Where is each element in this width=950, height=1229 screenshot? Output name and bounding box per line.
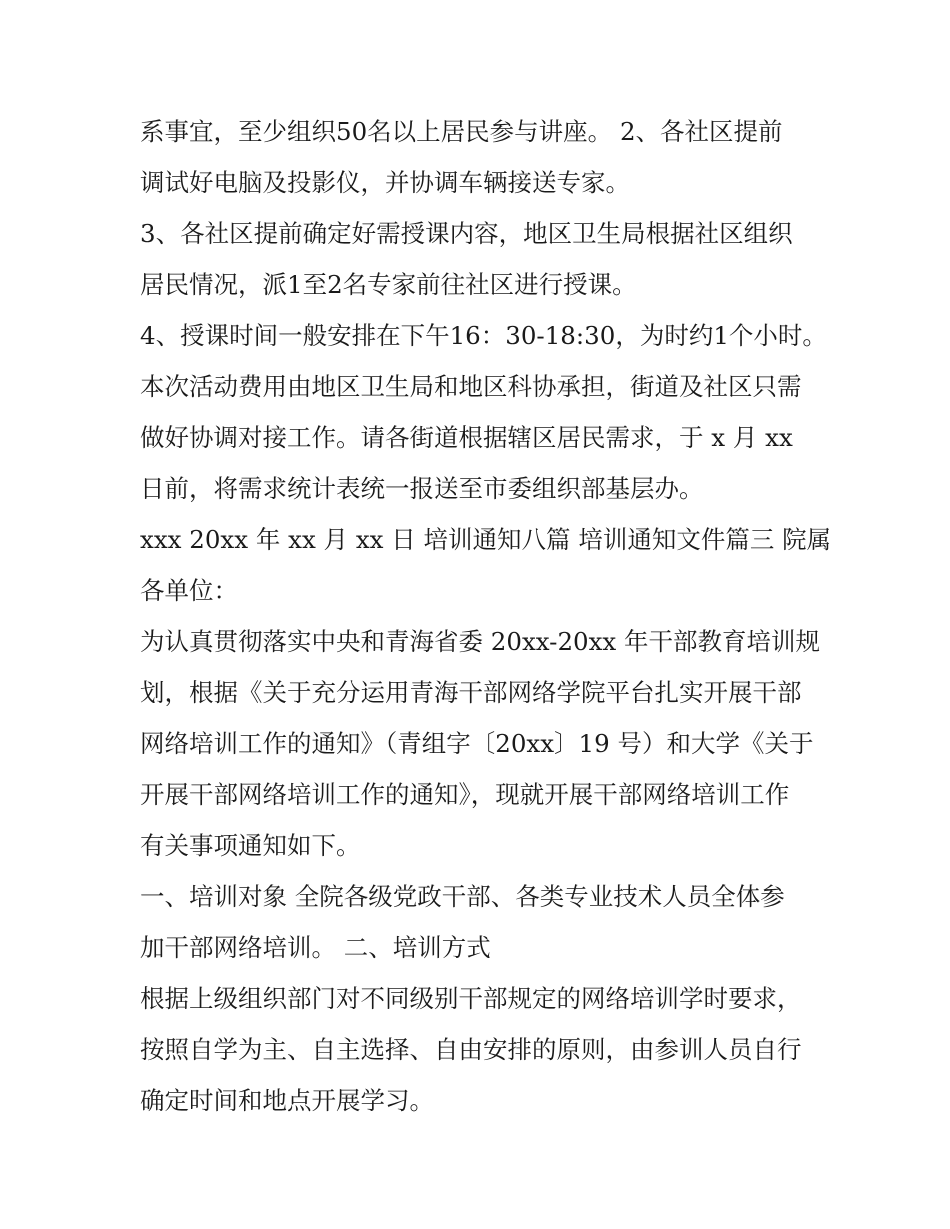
text-line: 日前，将需求统计表统一报送至市委组织部基层办。 [140, 474, 704, 503]
text-line: 一、培训对象 全院各级党政干部、各类专业技术人员全体参 [140, 882, 785, 911]
text-line: 按照自学为主、自主选择、自由安排的原则，由参训人员自行 [140, 1035, 802, 1064]
text-line: 确定时间和地点开展学习。 [140, 1086, 434, 1115]
text-line: 为认真贯彻落实中央和青海省委 20xx-20xx 年干部教育培训规 [140, 627, 821, 656]
document-body [140, 106, 830, 1126]
text-line: 加干部网络培训。 二、培训方式 [140, 933, 491, 962]
text-line: 系事宜，至少组织50名以上居民参与讲座。 2、各社区提前 [140, 117, 783, 146]
text-line: 居民情况，派1至2名专家前往社区进行授课。 [140, 270, 637, 299]
text-line: 根据上级组织部门对不同级别干部规定的网络培训学时要求， [140, 984, 802, 1013]
text-line: 网络培训工作的通知》（青组字〔20xx〕19 号）和大学《关于 [140, 729, 814, 758]
text-line: 各单位： [140, 576, 238, 605]
text-line: 调试好电脑及投影仪，并协调车辆接送专家。 [140, 168, 630, 197]
text-line: 4、授课时间一般安排在下午16：30-18:30，为时约1个小时。 [140, 321, 827, 350]
text-line: 本次活动费用由地区卫生局和地区科协承担，街道及社区只需 [140, 372, 802, 401]
text-line: xxx 20xx 年 xx 月 xx 日 培训通知八篇 培训通知文件篇三 院属 [140, 525, 832, 554]
text-line: 做好协调对接工作。请各街道根据辖区居民需求，于 x 月 xx [140, 423, 793, 452]
text-line: 有关事项通知如下。 [140, 831, 361, 860]
text-line: 划，根据《关于充分运用青海干部网络学院平台扎实开展干部 [140, 678, 802, 707]
text-line: 开展干部网络培训工作的通知》，现就开展干部网络培训工作 [140, 780, 790, 809]
text-line: 3、各社区提前确定好需授课内容，地区卫生局根据社区组织 [140, 219, 793, 248]
